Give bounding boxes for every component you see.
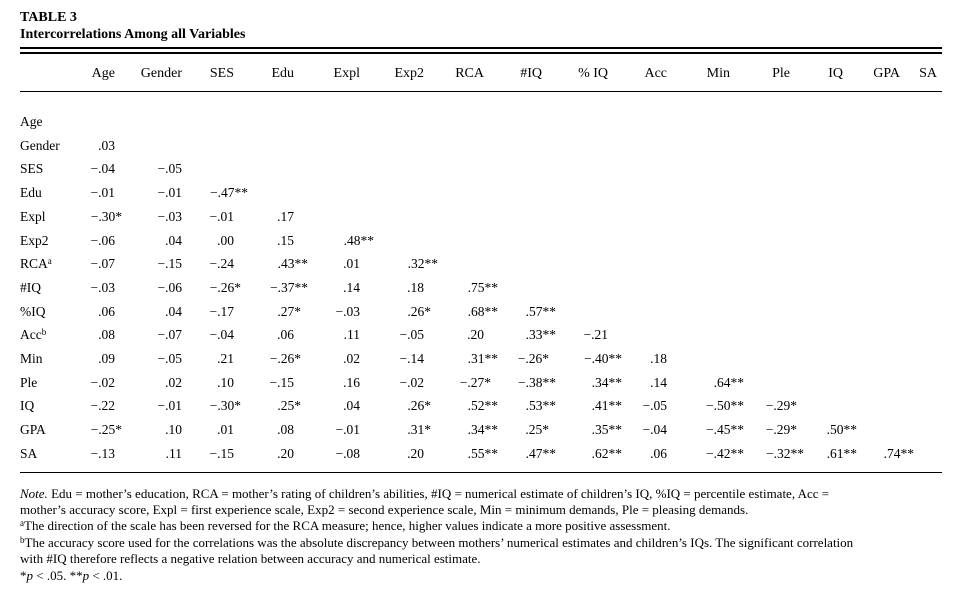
table-cell: .74** xyxy=(883,445,914,461)
table-cell: .14 xyxy=(650,374,667,390)
table-cell: .01 xyxy=(217,422,234,438)
table-cell: .06 xyxy=(98,303,115,319)
table-cell: .08 xyxy=(277,422,294,438)
table-cell: −.22 xyxy=(90,398,115,414)
column-header: % IQ xyxy=(578,66,608,81)
row-label xyxy=(20,375,37,391)
table-cell: .04 xyxy=(165,232,182,248)
column-header: Min xyxy=(706,66,730,81)
table-cell: .02 xyxy=(165,374,182,390)
table-cell: .09 xyxy=(98,351,115,366)
table-cell: .25* xyxy=(525,422,549,438)
table-cell: .25* xyxy=(277,398,301,414)
row-label-text: Ple xyxy=(20,374,38,390)
bottom-rule xyxy=(20,472,942,473)
table-cell: .50** xyxy=(826,422,857,438)
table-cell: −.29* xyxy=(765,422,797,438)
table-cell: .35** xyxy=(591,422,622,438)
row-label-text: %IQ xyxy=(20,303,46,319)
table-cell: .08 xyxy=(98,327,115,343)
column-header: Ple xyxy=(772,66,790,81)
table-cell: −.32** xyxy=(766,445,804,461)
row-label xyxy=(20,398,34,414)
row-label-text: Exp2 xyxy=(20,232,49,248)
table-cell: −.27* xyxy=(459,374,491,390)
row-label-text: SA xyxy=(20,445,38,461)
table-title: TABLE 3 xyxy=(20,10,77,25)
table-cell: −.40** xyxy=(584,351,622,366)
table-cell: −.08 xyxy=(335,445,360,461)
column-header: GPA xyxy=(873,66,900,81)
table-cell: .10 xyxy=(217,374,234,390)
table-cell: .00 xyxy=(217,232,234,248)
table-cell: −.01 xyxy=(157,185,182,201)
table-cell: −.05 xyxy=(399,327,424,343)
table-cell: −.06 xyxy=(90,232,115,248)
table-cell: −.15 xyxy=(269,374,294,390)
column-header: Gender xyxy=(140,66,182,81)
table-cell: .20 xyxy=(467,327,484,343)
table-cell: −.06 xyxy=(157,279,182,295)
column-header: Expl xyxy=(333,66,360,81)
table-cell: −.24 xyxy=(209,256,234,272)
table-cell: .04 xyxy=(165,303,182,319)
table-cell: −.37** xyxy=(270,279,308,295)
table-cell: .43** xyxy=(277,256,308,272)
column-header: Edu xyxy=(271,66,294,81)
row-label-text: Acc xyxy=(20,327,42,343)
table-cell: .03 xyxy=(98,137,115,153)
row-label-text: GPA xyxy=(20,422,46,438)
table-cell: −.01 xyxy=(90,185,115,201)
column-header: Acc xyxy=(644,66,667,81)
row-label-text: Expl xyxy=(20,208,46,224)
note-line-1: Note. Edu = mother’s education, RCA = mother’s rating of children’s abilities, #IQ = numerical estimate of children’s IQ, %IQ = percentile estimate, Acc = xyxy=(20,486,830,501)
table-cell: −.47** xyxy=(210,185,248,201)
row-label xyxy=(20,209,46,225)
table-cell: .11 xyxy=(165,445,182,461)
header-rule xyxy=(20,91,942,92)
table-cell: .52** xyxy=(467,398,498,414)
table-cell: −.01 xyxy=(335,422,360,438)
table-cell: .61** xyxy=(826,445,857,461)
table-cell: −.30* xyxy=(90,208,122,224)
table-cell: −.21 xyxy=(583,327,608,343)
table-cell: −.01 xyxy=(157,398,182,414)
table-cell: −.26* xyxy=(209,279,241,295)
table-cell: −.05 xyxy=(157,161,182,177)
row-label xyxy=(20,233,49,249)
table-cell: −.15 xyxy=(209,445,234,461)
table-cell: .62** xyxy=(591,445,622,461)
table-cell: .26* xyxy=(407,398,431,414)
table-cell: .75** xyxy=(467,279,498,295)
row-label xyxy=(20,327,46,343)
table-cell: .18 xyxy=(407,279,424,295)
table-cell: −.26* xyxy=(517,351,549,366)
column-header: #IQ xyxy=(520,66,542,81)
row-label-text: Age xyxy=(20,114,43,129)
table-cell: .15 xyxy=(277,232,294,248)
table-cell: .16 xyxy=(343,374,360,390)
table-cell: −.29* xyxy=(765,398,797,414)
table-cell: .64** xyxy=(713,374,744,390)
table-cell: −.07 xyxy=(90,256,115,272)
top-rule-second xyxy=(20,52,942,54)
table-cell: .27* xyxy=(277,303,301,319)
table-cell: −.42** xyxy=(706,445,744,461)
row-label xyxy=(20,185,42,201)
table-cell: .55** xyxy=(467,445,498,461)
table-cell: .20 xyxy=(277,445,294,461)
table-cell: −.03 xyxy=(90,279,115,295)
row-label xyxy=(20,256,52,272)
table-cell: −.13 xyxy=(90,445,115,461)
table-cell: −.03 xyxy=(335,303,360,319)
table-cell: −.45** xyxy=(706,422,744,438)
table-cell: −.30* xyxy=(209,398,241,414)
table-cell: −.50** xyxy=(706,398,744,414)
table-cell: .68** xyxy=(467,303,498,319)
table-cell: −.17 xyxy=(209,303,234,319)
table-cell: .53** xyxy=(525,398,556,414)
table-cell: .57** xyxy=(525,303,556,319)
table-cell: .06 xyxy=(277,327,294,343)
row-label-text: RCA xyxy=(20,256,48,272)
table-cell: .04 xyxy=(343,398,360,414)
row-label xyxy=(20,114,43,130)
row-footnote-mark: b xyxy=(41,327,47,338)
footnote-b: $^b$The accuracy score used for the correlations was the absolute discrepancy between mothers’ numerical estimates and children’s IQs. The significant correlation xyxy=(20,535,854,550)
row-label xyxy=(20,446,37,462)
column-header: RCA xyxy=(455,66,484,81)
table-cell: .01 xyxy=(343,256,360,272)
row-label xyxy=(20,280,41,296)
column-header: SES xyxy=(209,66,234,81)
table-cell: .41** xyxy=(591,398,622,414)
table-cell: .34** xyxy=(467,422,498,438)
table-cell: .10 xyxy=(165,422,182,438)
table-cell: −.25* xyxy=(90,422,122,438)
table-cell: −.03 xyxy=(157,208,182,224)
table-cell: −.07 xyxy=(157,327,182,343)
table-cell: −.38** xyxy=(518,374,556,390)
column-header: Age xyxy=(91,66,115,81)
table-cell: .20 xyxy=(407,445,424,461)
table-subtitle: Intercorrelations Among all Variables xyxy=(20,27,246,42)
row-label xyxy=(20,304,46,320)
row-label-text: SES xyxy=(20,161,44,177)
significance-note: *p < .05. **p < .01. xyxy=(20,568,123,583)
note-line-2: mother’s accuracy score, Expl = first experience scale, Exp2 = second experience scale, Min = minimum demands, Ple = pleasing demands. xyxy=(20,502,749,517)
column-header: IQ xyxy=(828,66,843,81)
table-cell: .17 xyxy=(277,208,294,224)
table-cell: −.05 xyxy=(157,351,182,366)
table-cell: .02 xyxy=(343,351,360,366)
table-cell: −.04 xyxy=(642,422,667,438)
table-cell: .31** xyxy=(467,351,498,366)
table-cell: .14 xyxy=(343,279,360,295)
footnote-b-continued: with #IQ therefore reflects a negative relation between accuracy and numerical estimate. xyxy=(20,551,481,566)
row-label-text: IQ xyxy=(20,398,35,414)
table-cell: .47** xyxy=(525,445,556,461)
table-cell: −.04 xyxy=(209,327,234,343)
top-rule xyxy=(20,47,942,49)
row-footnote-mark: a xyxy=(47,256,52,267)
row-label-text: Min xyxy=(20,351,43,366)
row-label-text: #IQ xyxy=(20,279,41,295)
row-label-text: Edu xyxy=(20,185,42,201)
table-cell: .34** xyxy=(591,374,622,390)
table-cell: .48** xyxy=(343,232,374,248)
table-cell: .32** xyxy=(407,256,438,272)
table-cell: −.02 xyxy=(90,374,115,390)
row-label xyxy=(20,161,43,177)
table-cell: −.15 xyxy=(157,256,182,272)
footnote-a: $^a$The direction of the scale has been reversed for the RCA measure; hence, higher values indicate a more positive assessment. xyxy=(20,518,671,533)
table-cell: −.04 xyxy=(90,161,115,177)
row-label xyxy=(20,138,60,154)
table-cell: .11 xyxy=(343,327,360,343)
table-cell: −.01 xyxy=(209,208,234,224)
row-label xyxy=(20,351,43,367)
table-cell: −.26* xyxy=(269,351,301,366)
row-label-text: Gender xyxy=(20,137,60,153)
column-header: SA xyxy=(919,66,937,81)
table-cell: .26* xyxy=(407,303,431,319)
table-cell: .06 xyxy=(650,445,667,461)
table-cell: −.05 xyxy=(642,398,667,414)
table-cell: .21 xyxy=(217,351,234,366)
table-cell: −.14 xyxy=(399,351,424,366)
table-cell: −.02 xyxy=(399,374,424,390)
table-cell: .31* xyxy=(407,422,431,438)
column-header: Exp2 xyxy=(394,66,424,81)
table-cell: .18 xyxy=(650,351,667,366)
row-label xyxy=(20,422,46,438)
table-cell: .33** xyxy=(525,327,556,343)
